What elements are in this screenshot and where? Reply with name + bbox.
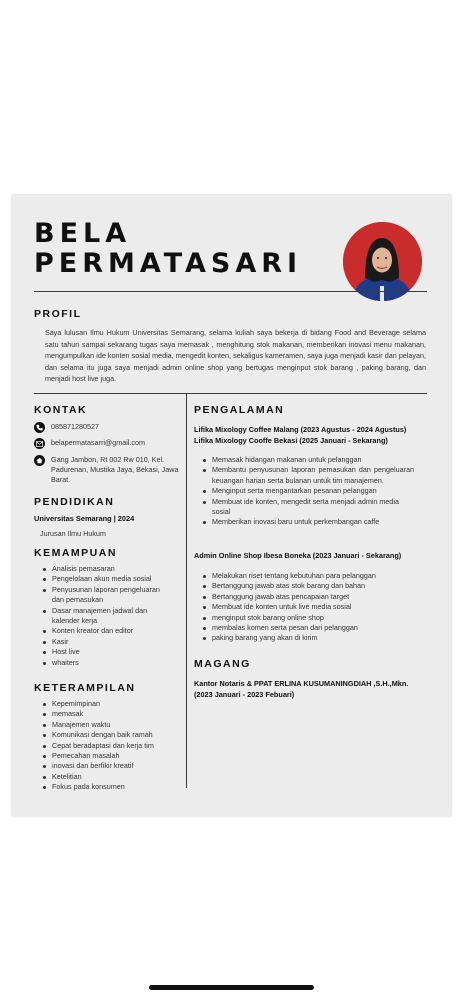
resume-document bbox=[12, 195, 451, 816]
list-item: Memasak hidangan makanan untuk pelanggan bbox=[202, 455, 414, 465]
list-item: Membuat ide konten untuk live media sosial bbox=[202, 602, 417, 612]
list-item: Cepat beradaptasi dan kerja tim bbox=[42, 741, 162, 751]
list-item: Pengelolaan akun media sosial bbox=[42, 574, 180, 584]
list-item: Bertanggung jawab atas pencapaian target bbox=[202, 592, 417, 602]
list-item: Bertanggung jawab atas stok barang dan bahan bbox=[202, 581, 417, 591]
kemampuan-list bbox=[42, 564, 180, 668]
job2-duties bbox=[202, 571, 417, 644]
list-item: Manajemen waktu bbox=[42, 720, 170, 730]
phone-icon bbox=[34, 422, 45, 433]
pendidikan-heading: PENDIDIKAN bbox=[34, 496, 115, 508]
contact-address-text: Gang Jambon, Rt 002 Rw 010, Kel. Padurenan, Mustika Jaya, Bekasi, Jawa Barat. bbox=[51, 455, 179, 484]
keterampilan-list bbox=[42, 699, 170, 793]
list-item: Menginput serta mengantarkan pesanan pelanggan bbox=[202, 486, 414, 496]
list-item: menginput stok barang online shop bbox=[202, 613, 417, 623]
list-item: inovasi dan berfikir kreatif bbox=[42, 761, 170, 771]
contact-address bbox=[34, 455, 179, 485]
list-item: Host live bbox=[42, 647, 180, 657]
list-item: paking barang yang akan di kirim bbox=[202, 633, 417, 643]
contact-email-text: belapermatasarri@gmail.com bbox=[51, 438, 145, 447]
list-item: Penyusunan laporan pengeluaran dan pemasukan bbox=[42, 585, 160, 606]
list-item: Membuat ide konten, mengedit serta menjadi admin media sosial bbox=[202, 497, 414, 518]
list-item: Analisis pemasaran bbox=[42, 564, 180, 574]
list-item: Dasar manajemen jadwal dan kalender kerja bbox=[42, 606, 170, 627]
keterampilan-heading: KETERAMPILAN bbox=[34, 682, 136, 694]
list-item: Kepemimpinan bbox=[42, 699, 170, 709]
kontak-heading: KONTAK bbox=[34, 404, 88, 416]
list-item: memasak bbox=[42, 709, 170, 719]
list-item: Komunikasi dengan baik ramah bbox=[42, 730, 170, 740]
name-first: BELA bbox=[34, 218, 132, 249]
list-item: Pemecahan masalah bbox=[42, 751, 170, 761]
contact-email bbox=[34, 438, 145, 449]
job2-title: Admin Online Shop Ibesa Boneka (2023 Januari - Sekarang) bbox=[194, 551, 402, 560]
list-item: membalas komen serta pesan dari pelanggan bbox=[202, 623, 417, 633]
education-school: Universitas Semarang | 2024 bbox=[34, 514, 135, 523]
list-item: Membantu penyusunan laporan pemasukan dan pengeluaran keuangan harian serta bulanan untuk tim manajemen. bbox=[202, 465, 414, 486]
profile-photo bbox=[343, 222, 422, 301]
magang-heading: MAGANG bbox=[194, 658, 251, 670]
job1-title-1: Lifika Mixology Coffee Malang (2023 Agustus - 2024 Agustus) bbox=[194, 425, 407, 434]
education-major: Jurusan Ilmu Hukum bbox=[40, 529, 106, 538]
list-item: whaiters bbox=[42, 658, 180, 668]
profil-divider bbox=[34, 393, 427, 394]
job1-duties bbox=[202, 455, 414, 528]
top-blank-area bbox=[0, 0, 462, 195]
list-item: Konten kreator dan editor bbox=[42, 626, 180, 636]
pengalaman-heading: PENGALAMAN bbox=[194, 404, 285, 416]
column-divider bbox=[186, 393, 187, 788]
contact-phone bbox=[34, 422, 99, 433]
kemampuan-heading: KEMAMPUAN bbox=[34, 547, 117, 559]
header-divider bbox=[34, 291, 427, 292]
list-item: Ketelitian bbox=[42, 772, 170, 782]
home-indicator-bar[interactable] bbox=[149, 985, 314, 990]
profil-text: Saya lulusan Ilmu Hukum Universitas Semarang, selama kuliah saya bekerja di bidang Food and Beverage selama satu tahun sampai sekarang tugas saya memasak , menghitung stok makanan, memberikan inovasi menu makanan, mengumpulkan ide konten sosial media, mengedit konten, sekaligus kameramen, saya juga menjadi kasir dan pelayan, dan selama itu juga saya menjadi admin online shop yang bertugas menginput stok barang , paking barang, dan menjadi host live juga. bbox=[45, 328, 426, 383]
contact-phone-text: 085871280527 bbox=[51, 422, 99, 431]
list-item: Kasir bbox=[42, 637, 180, 647]
home-icon bbox=[34, 455, 45, 466]
resume-name bbox=[34, 219, 302, 279]
magang-line-1: Kantor Notaris & PPAT ERLINA KUSUMANINGDIAH ,S.H.,Mkn. bbox=[194, 679, 409, 688]
name-last: PERMATASARI bbox=[34, 248, 303, 279]
email-icon bbox=[34, 438, 45, 449]
list-item: Memberikan inovasi baru untuk perkembangan caffe bbox=[202, 517, 414, 527]
list-item: Fokus pada konsumen bbox=[42, 782, 170, 792]
profil-heading: PROFIL bbox=[34, 308, 82, 320]
magang-line-2: (2023 Januari - 2023 Febuari) bbox=[194, 690, 295, 699]
list-item: Melakukan riset tentang kebutuhan para pelanggan bbox=[202, 571, 417, 581]
job1-title-2: Lifika Mixology Cooffe Bekasi (2025 Januari - Sekarang) bbox=[194, 436, 388, 445]
